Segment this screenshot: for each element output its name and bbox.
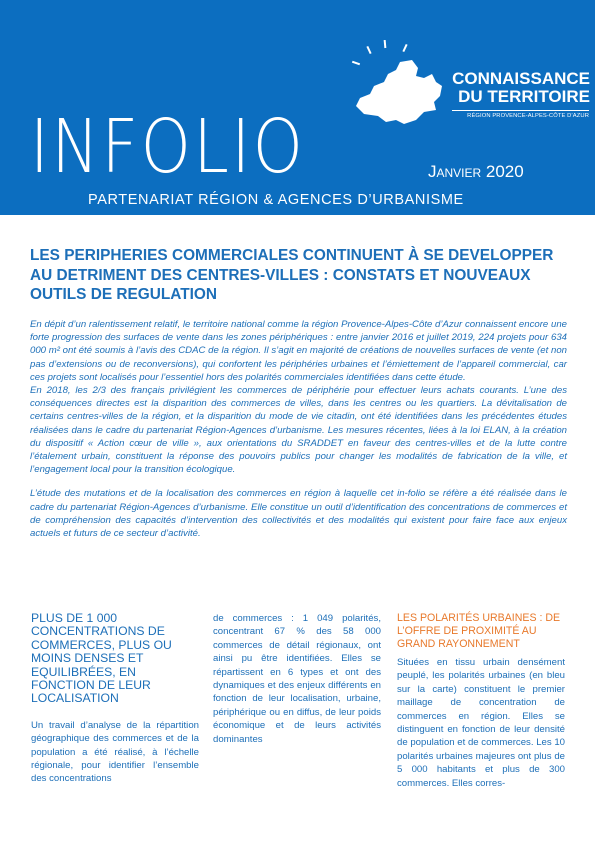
header-banner [0, 0, 595, 215]
column-1 [31, 612, 199, 786]
brand-divider [452, 110, 589, 111]
intro-text [30, 318, 567, 540]
brand-line-2: DU TERRITOIRE [458, 86, 590, 106]
brand-line-1: CONNAISSANCE [452, 69, 590, 88]
column-2-text: de commerces : 1 049 polarités, concentrant 67 % des 58 000 commerces de détail régionaux, ont ainsi pu être identifiées. Elles se répartissent en 6 types et ont des dynamiques et des enjeux différents en fonction de leur localisation, urbaine, périphérique ou en diffus, de leur poids économique et de leurs activités dominantes [213, 613, 381, 745]
publication-title: INFOLIO [30, 104, 306, 190]
article-headline: LES PERIPHERIES COMMERCIALES CONTINUENT À SE DEVELOPPER AU DETRIMENT DES CENTRES-VILLES : CONSTATS ET NOUVEAUX OUTILS DE REGULATION [30, 247, 554, 303]
brand-name [440, 70, 590, 106]
intro-paragraph-1: En dépit d’un ralentissement relatif, le territoire national comme la région Provence-Alpes-Côte d’Azur connaissent encore une forte progression des surfaces de vente dans les zones périphériques : entre janvier 2016 et juillet 2019, 224 projets pour 634 000 m² ont été soumis à l’avis des CDAC de la région. Il s’agit en majorité de créations de nouvelles surfaces de vente (et non pas d’extensions ou de reconversions), qui confortent les périphéries urbaines et l’émiettement de l’appareil commercial, car ces projets sont localisés pour l’essentiel hors des polarités commerciales identifiées dans cette étude. [30, 319, 567, 383]
partnership-label: PARTENARIAT RÉGION & AGENCES D’URBANISME [88, 192, 464, 208]
column-2 [213, 612, 381, 746]
column-3 [397, 612, 565, 790]
intro-paragraph-3: L’étude des mutations et de la localisation des commerces en région à laquelle cet in-folio se réfère a été réalisée dans le cadre du partenariat Région-Agences d’urbanisme. Elle constitue un outil d’identification des concentrations de commerces et de compréhension des capacités d’intervention des collectivités et des modalités qui existent pour faire face aux enjeux actuels et futurs de ce secteur d’activité. [30, 488, 567, 540]
brand-region: RÉGION PROVENCE-ALPES-CÔTE D’AZUR [467, 113, 589, 119]
section-heading-concentrations: PLUS DE 1 000 CONCENTRATIONS DE COMMERCES, PLUS OU MOINS DENSES ET EQUILIBRÉES, EN FONCTION DE LEUR LOCALISATION [31, 611, 172, 706]
column-3-text: Situées en tissu urbain densément peuplé, les polarités urbaines (en bleu sur la carte) constituent le premier maillage de concentration de commerces en région. Elles se distinguent en fonction de leur densité de population et de commerces. Les 10 polarités urbaines majeures ont plus de 5 000 habitants et plus de 300 commerces. Elles corres- [397, 657, 565, 789]
publication-date: Janvier 2020 [428, 162, 524, 181]
intro-paragraph-2: En 2018, les 2/3 des français privilégient les commerces de périphérie pour effectuer leurs achats courants. L’une des conséquences directes est la disparition des commerces de villes, dans les centres ou les quartiers. La dévitalisation de certains centres-villes de la région, et la disparition du mode de vie citadin, ont été identifiées dans les précédentes études réalisées dans le cadre du partenariat Région-Agences d’urbanisme. Les mesures récentes, liées à la loi ELAN, à la création du dispositif « Action cœur de ville », aux orientations du SRADDET en faveur des centres-villes et de la lutte contre l’étalement urbain, constituent la réponse des pouvoirs publics pour changer les modalités de fabrication de la ville, et l’engagement local pour la transition écologique. [30, 385, 567, 476]
section-heading-polarites: LES POLARITÉS URBAINES : DE L’OFFRE DE PROXIMITÉ AU GRAND RAYONNEMENT [397, 612, 561, 650]
column-1-text: Un travail d’analyse de la répartition géographique des commerces et de la population a été réalisé, à l’échelle régionale, pour identifier l’ensemble des concentrations [31, 719, 199, 785]
